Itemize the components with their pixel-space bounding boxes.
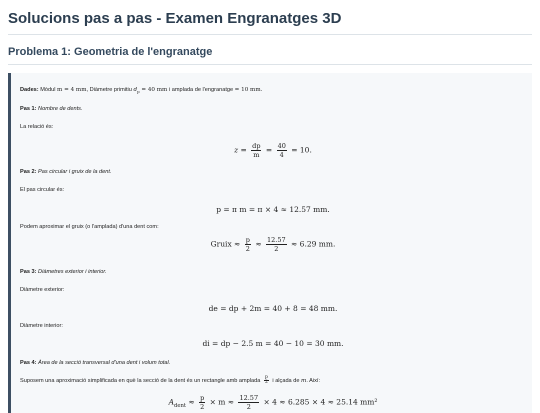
dades-line: Dades: Mòdul m = 4 mm, Diàmetre primitiu $d_p = 40$ mm i amplada de l'engranatge = 10 mm. — [20, 87, 263, 95]
step3-equation: de = dp + 2m = 40 + 8 = 48 mm. — [208, 304, 338, 313]
step1-heading — [20, 106, 83, 113]
step2-label: Pas 2: — [20, 169, 37, 175]
section-divider — [8, 64, 532, 65]
step3-title: Diàmetres exterior i interior. — [38, 269, 107, 275]
dades-label: Dades: — [20, 87, 39, 93]
step2-title: Pas circular i gruix de la dent. — [38, 169, 112, 175]
step4-equation: $A_{dent}$ ≈ $\frac{p}{2}$ × m ≈ $\frac{12.57}{2}$ × 4 ≈ 6.285 × 4 ≈ 25.14 mm² — [168, 394, 378, 411]
step2-equation2: Gruix ≈ $\frac{p}{2}$ ≈ $\frac{12.57}{2}$ ≈ 6.29 mm. — [210, 236, 336, 253]
problem-title: Problema 1: Geometria de l'engranatge — [8, 46, 213, 58]
dades-diam-sub: p — [137, 89, 140, 95]
dades-amp-value: = 10 mm. — [234, 87, 263, 93]
step1-intro: La relació és: — [20, 124, 54, 130]
step2-intro: El pas circular és: — [20, 187, 65, 193]
step1-equation: z = $\frac{dp}{m}$ = $\frac{40}{4}$ = 10. — [234, 142, 312, 159]
step4-label: Pas 4: — [20, 360, 37, 366]
step2-equation: p = π m = π × 4 ≈ 12.57 mm. — [216, 205, 330, 214]
step3-equation2: di = dp − 2.5 m = 40 − 10 = 30 mm. — [202, 339, 344, 348]
step2-heading — [20, 169, 111, 176]
step3-label: Pas 3: — [20, 269, 37, 275]
step4-intro: Suposem una aproximació simplificada en què la secció de la dent és un rectangle amb amplada $\frac{p}{2}$ i alçada de m. Així: — [20, 375, 321, 385]
dades-diam-symbol: d — [133, 87, 138, 93]
dades-modul-text: Mòdul — [40, 87, 56, 93]
step4-heading — [20, 360, 170, 367]
step3-intro: Diàmetre exterior: — [20, 287, 65, 293]
step3-intro2: Diàmetre interior: — [20, 323, 63, 329]
dades-diam-rest: = 40 mm — [139, 87, 168, 93]
title-divider — [8, 34, 532, 35]
solution-box — [8, 73, 532, 413]
step1-title: Nombre de dents. — [38, 106, 83, 112]
step1-label: Pas 1: — [20, 106, 37, 112]
dades-diam-text: Diàmetre primitiu — [89, 87, 132, 93]
page-title: Solucions pas a pas - Examen Engranatges 3D — [8, 10, 342, 27]
dades-modul-value: m = 4 mm — [57, 87, 87, 93]
step4-title: Àrea de la secció transversal d'una dent i volum total. — [38, 360, 171, 366]
step2-intro2: Podem aproximar el gruix (o l'amplada) d'una dent com: — [20, 224, 159, 230]
step3-heading — [20, 269, 107, 276]
dades-amp-text: i amplada de l'engranatge — [168, 87, 234, 93]
